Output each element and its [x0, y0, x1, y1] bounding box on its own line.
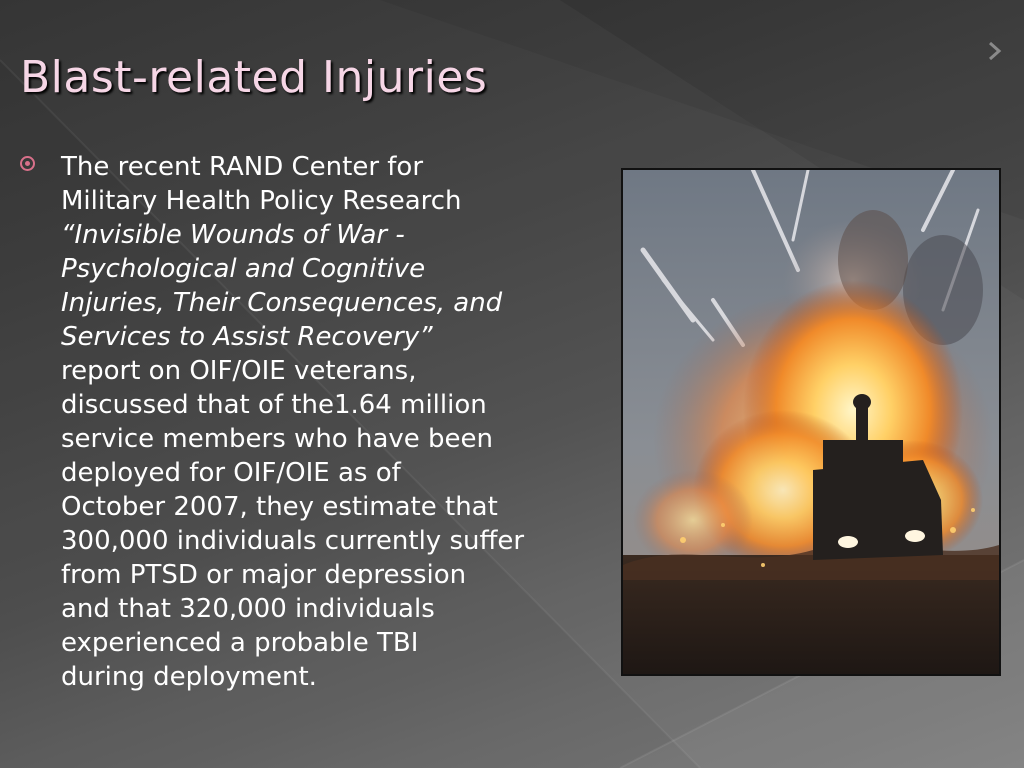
- bullet-line: Psychological and Cognitive: [61, 254, 426, 284]
- vehicle-explosion-illustration: [623, 170, 999, 674]
- bullet-line: October 2007, they estimate that: [61, 492, 498, 522]
- bullet-line: “Invisible Wounds of War -: [61, 220, 405, 250]
- bullet-line: report on OIF/OIE veterans,: [61, 356, 417, 386]
- bullet-line: The recent RAND Center for: [61, 152, 424, 182]
- chevron-right-icon[interactable]: [986, 40, 1004, 62]
- bullet-text: [61, 150, 581, 694]
- bullet-line: and that 320,000 individuals: [61, 594, 435, 624]
- bullet-line: Injuries, Their Consequences, and: [61, 288, 503, 318]
- bullet-line: experienced a probable TBI: [61, 628, 419, 658]
- bullet-line: Services to Assist Recovery”: [61, 322, 433, 352]
- bullet-line: from PTSD or major depression: [61, 560, 467, 590]
- bullet-line: Military Health Policy Research: [61, 186, 462, 216]
- explosion-photo: [621, 168, 1001, 676]
- circle-bullet-icon: [20, 156, 35, 171]
- bullet-line: during deployment.: [61, 662, 317, 692]
- bullet-line: 300,000 individuals currently suffer: [61, 526, 525, 556]
- bullet-line: service members who have been: [61, 424, 493, 454]
- bullet-line: deployed for OIF/OIE as of: [61, 458, 401, 488]
- bullet-line: discussed that of the1.64 million: [61, 390, 487, 420]
- slide-title: Blast-related Injuries: [20, 52, 488, 103]
